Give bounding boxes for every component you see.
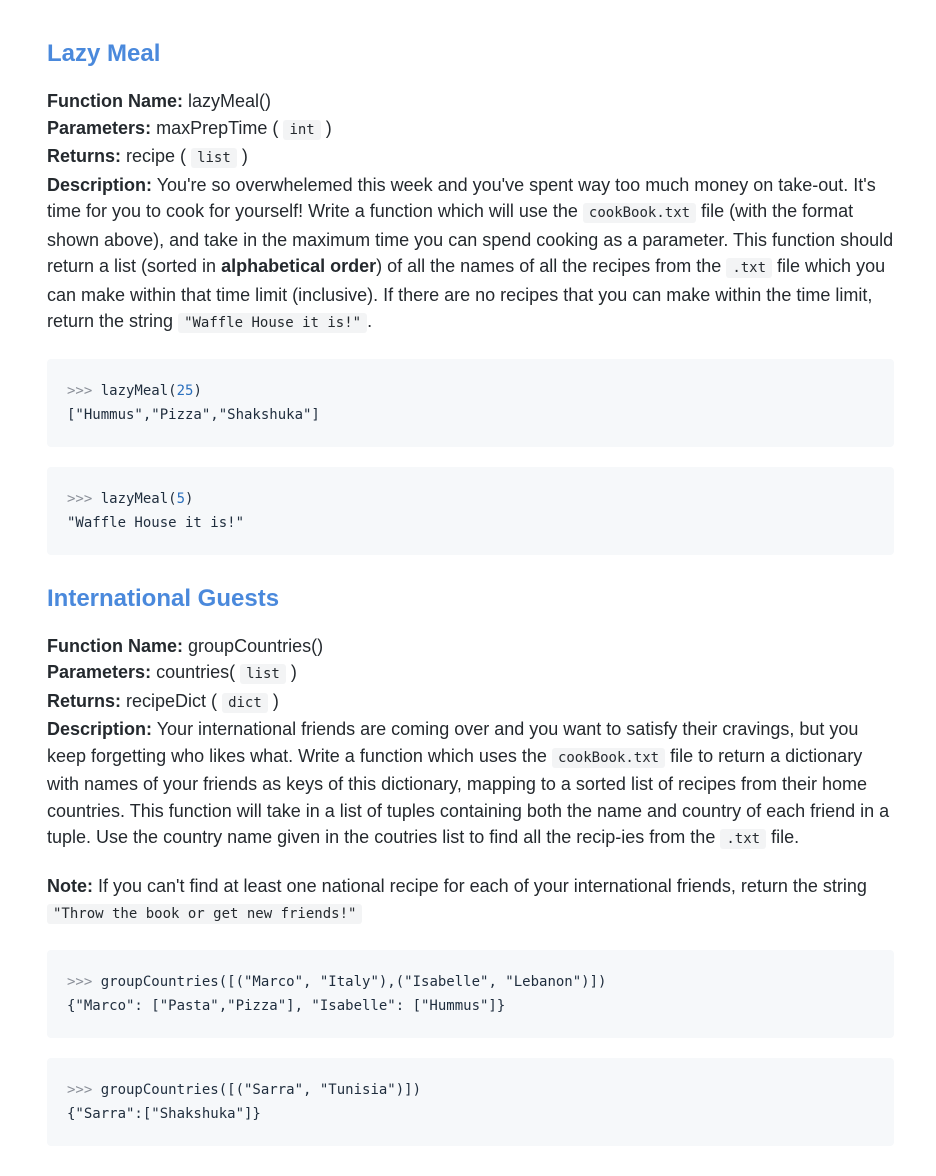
txt-extension-code: .txt <box>726 258 772 278</box>
description-text-3: ) of all the names of all the recipes from the <box>376 256 727 276</box>
returns-label: Returns: <box>47 146 122 166</box>
parameters-label: Parameters: <box>47 117 152 138</box>
description-text-2: file to return a dictionary with names of your friends as keys of this dictionary, mapping to a sorted list of recipes from their home countries. This function will take in a list of tuples containing both the name and country of each friend in a tuple. Use the country name given in the coutries list to find all the recip-ies from the <box>47 745 890 847</box>
returns-line <box>47 688 894 717</box>
description-paragraph <box>47 172 894 337</box>
code-example-sarra <box>47 1058 894 1146</box>
function-name-line <box>47 88 894 115</box>
parameters-line <box>47 115 894 144</box>
section-title-lazy-meal: Lazy Meal <box>47 40 161 67</box>
description-text-3: file. <box>766 827 800 847</box>
returns-close: ) <box>241 146 248 166</box>
section-title-international-guests: International Guests <box>47 584 280 612</box>
code-call: lazyMeal( <box>100 382 177 399</box>
parameters-close: ) <box>290 662 297 682</box>
code-call: lazyMeal( <box>100 490 177 507</box>
code-output-line: ["Hummus","Pizza","Shakshuka"] <box>67 406 320 423</box>
note-paragraph <box>47 873 894 928</box>
description-paragraph <box>47 716 894 853</box>
code-close: ) <box>193 382 202 399</box>
function-name-value: lazyMeal() <box>188 91 272 111</box>
returns-label: Returns: <box>47 690 122 711</box>
parameters-close: ) <box>325 117 332 138</box>
description-label: Description: <box>47 174 153 195</box>
code-input-line <box>67 487 874 511</box>
code-example-marco-isabelle <box>47 950 894 1038</box>
returns-value: recipe ( <box>126 146 187 166</box>
code-input-line <box>67 1078 874 1102</box>
group-countries-spec <box>47 633 894 853</box>
function-name-line <box>47 633 894 660</box>
throw-book-string-code: "Throw the book or get new friends!" <box>47 904 362 924</box>
code-output-line: {"Sarra":["Shakshuka"]} <box>67 1105 261 1122</box>
code-close: ) <box>185 490 194 507</box>
function-name-label: Function Name: <box>47 91 184 111</box>
parameters-label: Parameters: <box>47 662 152 682</box>
code-example-lazymeal-5 <box>47 467 894 555</box>
note-text: If you can't find at least one national recipe for each of your international friends, return the string <box>93 875 867 896</box>
function-name-label: Function Name: <box>47 635 184 656</box>
code-arg: 25 <box>176 382 194 399</box>
prompt-symbol: >>> <box>67 382 101 399</box>
description-label: Description: <box>47 719 153 739</box>
function-name-value: groupCountries() <box>188 635 324 656</box>
prompt-symbol: >>> <box>67 1081 101 1098</box>
waffle-house-string-code: "Waffle House it is!" <box>178 313 367 333</box>
description-text-1: Your international friends are coming over and you want to satisfy their cravings, but you keep forgetting who likes what. Write a function which uses the <box>47 719 859 766</box>
returns-type-code: dict <box>222 693 268 713</box>
txt-extension-code: .txt <box>720 829 766 849</box>
description-text-2: file (with the format shown above), and take in the maximum time you can spend cooking as a parameter. This function should return a list (sorted in <box>47 201 894 276</box>
code-output-line: {"Marco": ["Pasta","Pizza"], "Isabelle": ["Hummus"]} <box>67 997 506 1014</box>
returns-close: ) <box>272 690 279 711</box>
parameters-line <box>47 659 894 688</box>
description-text-1: You're so overwhelemed this week and you've spent way too much money on take-out. It's time for you to cook for yourself! Write a function which will use the <box>47 174 876 221</box>
code-arg: 5 <box>176 490 186 507</box>
cookbook-file-code: cookBook.txt <box>552 748 665 768</box>
code-call: groupCountries([("Sarra", "Tunisia")]) <box>100 1081 422 1098</box>
description-text-5: . <box>367 311 373 331</box>
returns-type-code: list <box>191 148 237 168</box>
cookbook-file-code: cookBook.txt <box>583 203 696 223</box>
code-output-line: "Waffle House it is!" <box>67 514 245 531</box>
code-example-lazymeal-25 <box>47 359 894 447</box>
note-label: Note: <box>47 875 93 896</box>
code-input-line <box>67 379 874 403</box>
prompt-symbol: >>> <box>67 490 101 507</box>
lazy-meal-spec <box>47 88 894 337</box>
code-call: groupCountries([("Marco", "Italy"),("Isabelle", "Lebanon")]) <box>100 973 607 990</box>
code-input-line <box>67 970 874 994</box>
description-text-4: file which you can make within that time limit (inclusive). If there are no recipes that you can make within the time limit, return the string <box>47 256 886 331</box>
returns-line <box>47 143 894 172</box>
parameters-type-code: int <box>283 120 320 140</box>
parameters-type-code: list <box>240 664 286 684</box>
parameters-value: countries( <box>156 662 236 682</box>
returns-value: recipeDict ( <box>126 690 218 711</box>
alphabetical-order-bold: alphabetical order <box>221 256 377 276</box>
prompt-symbol: >>> <box>67 973 101 990</box>
parameters-value: maxPrepTime ( <box>156 117 279 138</box>
